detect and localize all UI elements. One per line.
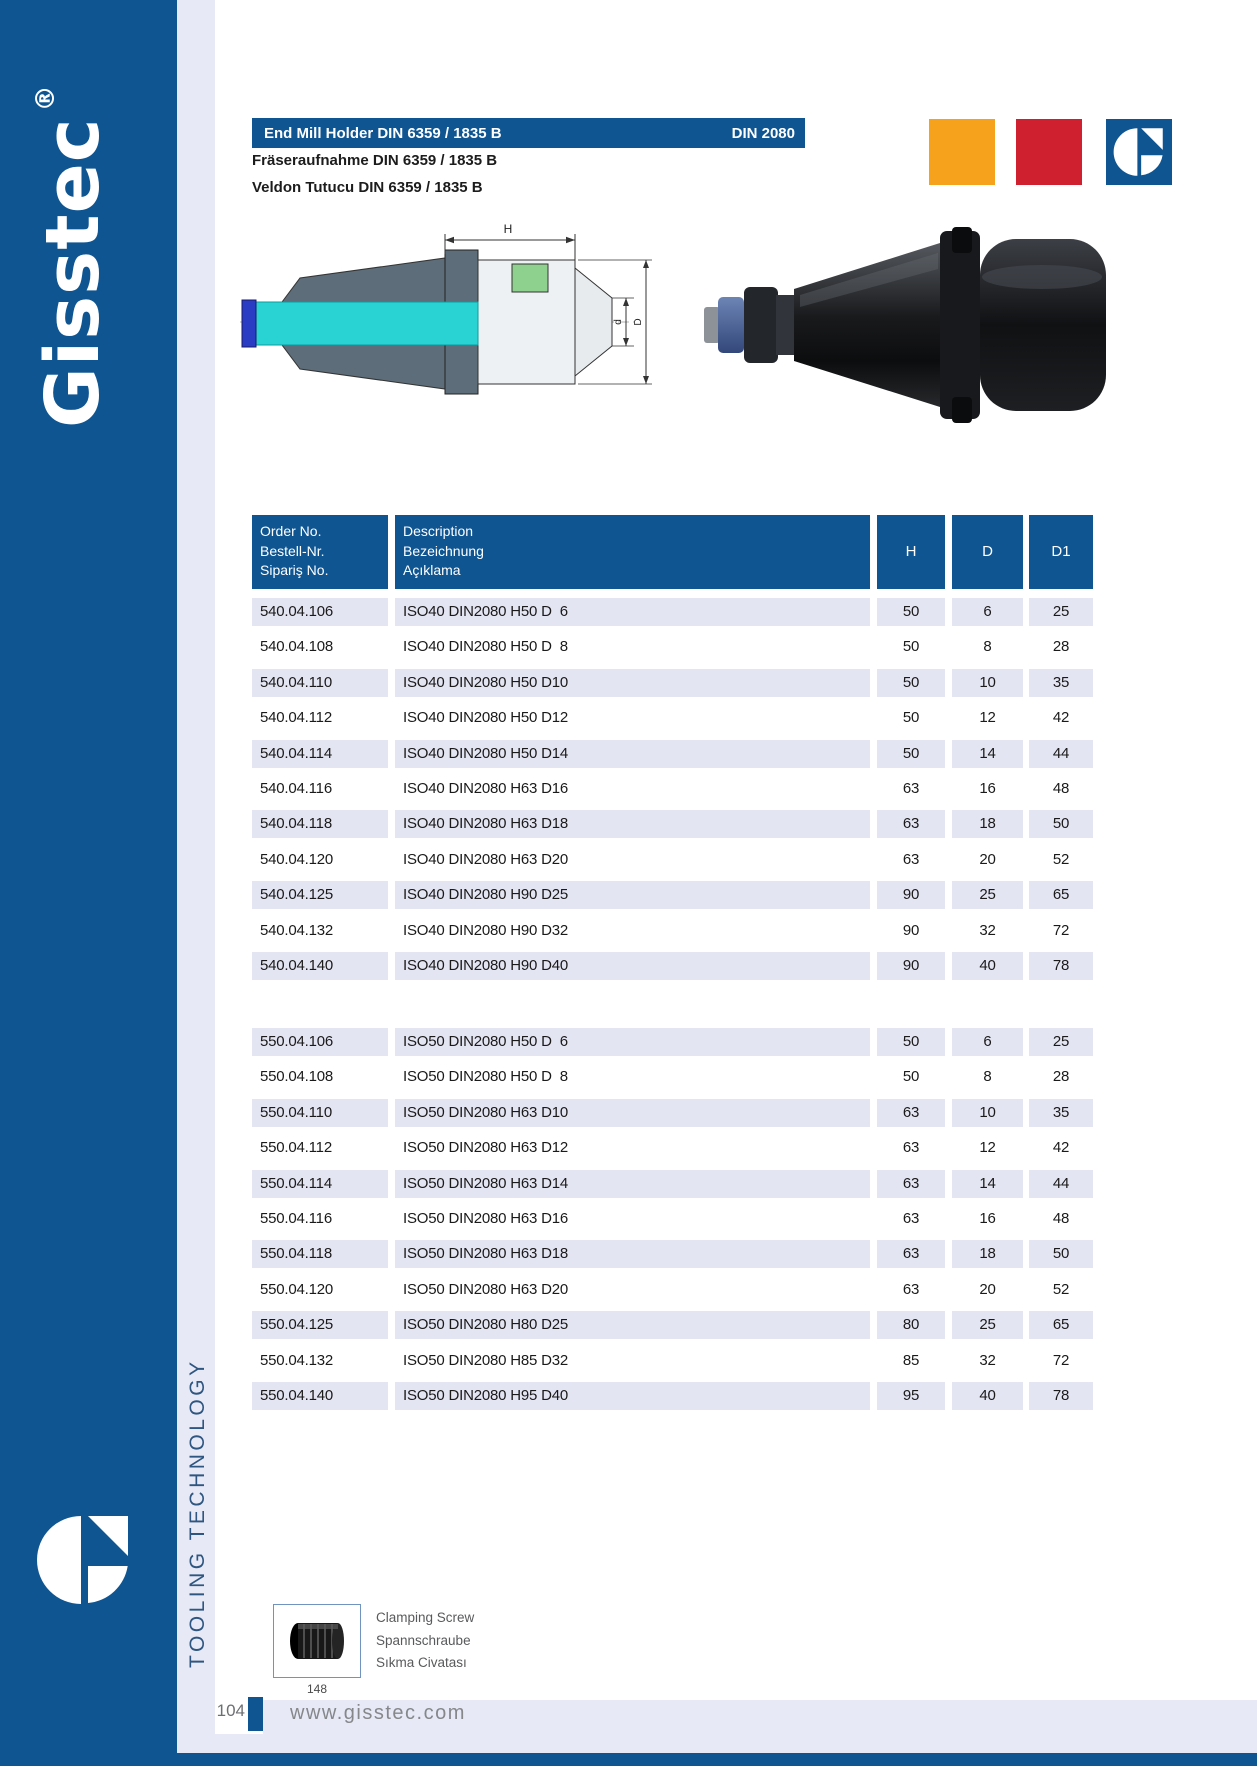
cell-order: 550.04.120 bbox=[260, 1280, 334, 1298]
cell-order: 540.04.140 bbox=[252, 952, 388, 980]
table-row bbox=[252, 1099, 1093, 1127]
cell-d1: 35 bbox=[1029, 1099, 1093, 1127]
table-row bbox=[252, 1311, 1093, 1339]
cell-d1: 50 bbox=[1029, 1240, 1093, 1268]
table-row bbox=[252, 669, 1093, 697]
din-standard-label: DIN 2080 bbox=[731, 124, 795, 142]
cell-d: 32 bbox=[979, 921, 996, 939]
cell-d: 10 bbox=[952, 1099, 1023, 1127]
header-d1: D1 bbox=[1029, 515, 1093, 589]
cell-desc: ISO50 DIN2080 H85 D32 bbox=[403, 1351, 569, 1369]
footer-square bbox=[248, 1697, 263, 1731]
header-h: H bbox=[877, 515, 945, 589]
page-title: End Mill Holder DIN 6359 / 1835 B bbox=[264, 124, 502, 142]
cell-d1: 25 bbox=[1029, 1028, 1093, 1056]
cell-h: 63 bbox=[877, 810, 945, 838]
cell-order: 550.04.112 bbox=[260, 1139, 332, 1157]
cell-d: 6 bbox=[952, 1028, 1023, 1056]
cell-desc: ISO40 DIN2080 H90 D25 bbox=[395, 881, 870, 909]
cell-d: 14 bbox=[952, 1170, 1023, 1198]
cell-order: 550.04.106 bbox=[252, 1028, 388, 1056]
cell-h: 80 bbox=[877, 1311, 945, 1339]
table-row bbox=[252, 1170, 1093, 1198]
cell-d: 8 bbox=[983, 1068, 992, 1086]
cell-h: 50 bbox=[877, 1028, 945, 1056]
table-row bbox=[252, 1063, 1093, 1091]
cell-d1: 42 bbox=[1052, 1139, 1070, 1157]
cell-desc: ISO50 DIN2080 H63 D14 bbox=[395, 1170, 870, 1198]
cell-order: 540.04.125 bbox=[252, 881, 388, 909]
cell-d1: 52 bbox=[1052, 1280, 1070, 1298]
sidebar bbox=[0, 0, 177, 1766]
table-row bbox=[252, 598, 1093, 626]
table-row bbox=[252, 704, 1093, 732]
cell-d1: 44 bbox=[1029, 740, 1093, 768]
cell-h: 63 bbox=[902, 1280, 920, 1298]
cell-d1: 25 bbox=[1029, 598, 1093, 626]
cell-desc: ISO50 DIN2080 H63 D16 bbox=[403, 1209, 569, 1227]
cell-order: 550.04.110 bbox=[252, 1099, 388, 1127]
table-row bbox=[252, 810, 1093, 838]
cell-d: 8 bbox=[983, 638, 992, 656]
cell-order: 550.04.116 bbox=[260, 1209, 332, 1227]
registered-mark: ® bbox=[31, 84, 61, 112]
dim-label-d-big: D bbox=[633, 318, 644, 326]
header-description: Description Bezeichnung Açıklama bbox=[395, 515, 870, 589]
cell-desc: ISO50 DIN2080 H63 D20 bbox=[403, 1280, 569, 1298]
cell-desc: ISO40 DIN2080 H50 D12 bbox=[403, 709, 569, 727]
orange-square bbox=[929, 119, 995, 185]
cell-desc: ISO50 DIN2080 H63 D10 bbox=[395, 1099, 870, 1127]
technical-drawing bbox=[240, 210, 660, 455]
cell-d: 20 bbox=[979, 1280, 996, 1298]
table-row bbox=[252, 775, 1093, 803]
table-row bbox=[252, 1205, 1093, 1233]
cell-d1: 35 bbox=[1029, 669, 1093, 697]
cell-d1: 28 bbox=[1052, 1068, 1070, 1086]
cell-d: 16 bbox=[979, 1209, 996, 1227]
cell-desc: ISO50 DIN2080 H95 D40 bbox=[395, 1382, 870, 1410]
cell-h: 63 bbox=[902, 779, 920, 797]
cell-h: 50 bbox=[877, 740, 945, 768]
cell-h: 63 bbox=[877, 1240, 945, 1268]
accessory-label-tr: Sıkma Civatası bbox=[376, 1655, 467, 1670]
cell-d: 18 bbox=[952, 810, 1023, 838]
cell-d1: 48 bbox=[1052, 1209, 1070, 1227]
cell-h: 50 bbox=[877, 669, 945, 697]
cell-d: 6 bbox=[952, 598, 1023, 626]
cell-h: 50 bbox=[877, 598, 945, 626]
cell-d: 40 bbox=[952, 1382, 1023, 1410]
cell-d: 12 bbox=[979, 1139, 996, 1157]
table-group-iso50 bbox=[252, 1028, 1093, 1417]
subtitle-german: Fräseraufnahme DIN 6359 / 1835 B bbox=[252, 152, 498, 169]
cell-d: 18 bbox=[952, 1240, 1023, 1268]
cell-desc: ISO50 DIN2080 H63 D12 bbox=[403, 1139, 569, 1157]
title-bar bbox=[252, 118, 805, 148]
cell-desc: ISO40 DIN2080 H50 D14 bbox=[395, 740, 870, 768]
clamping-screw-image-box bbox=[273, 1604, 361, 1678]
cell-order: 540.04.112 bbox=[260, 709, 332, 727]
cell-desc: ISO40 DIN2080 H90 D40 bbox=[395, 952, 870, 980]
cell-desc: ISO50 DIN2080 H50 D 6 bbox=[395, 1028, 870, 1056]
clamping-screw-icon bbox=[274, 1605, 360, 1677]
table-row bbox=[252, 1240, 1093, 1268]
gisstec-g-icon bbox=[34, 1510, 134, 1610]
cell-d1: 42 bbox=[1052, 709, 1070, 727]
cell-d1: 72 bbox=[1052, 921, 1070, 939]
cell-d1: 28 bbox=[1052, 638, 1070, 656]
cell-h: 90 bbox=[902, 921, 920, 939]
page-number: 104 bbox=[216, 1701, 245, 1720]
table-row bbox=[252, 1028, 1093, 1056]
cell-d1: 48 bbox=[1052, 779, 1070, 797]
cell-desc: ISO40 DIN2080 H50 D 6 bbox=[395, 598, 870, 626]
brand-name: Gisstec bbox=[30, 117, 116, 428]
cell-d: 10 bbox=[952, 669, 1023, 697]
cell-d: 25 bbox=[952, 1311, 1023, 1339]
cell-desc: ISO50 DIN2080 H80 D25 bbox=[395, 1311, 870, 1339]
table-row bbox=[252, 1276, 1093, 1304]
cell-h: 63 bbox=[877, 1099, 945, 1127]
subtitle-turkish: Veldon Tutucu DIN 6359 / 1835 B bbox=[252, 179, 483, 196]
logo-square bbox=[1106, 119, 1172, 185]
cell-desc: ISO40 DIN2080 H63 D16 bbox=[403, 779, 569, 797]
cell-order: 540.04.118 bbox=[252, 810, 388, 838]
cell-h: 50 bbox=[902, 1068, 920, 1086]
cell-d1: 65 bbox=[1029, 881, 1093, 909]
table-row bbox=[252, 917, 1093, 945]
cell-desc: ISO40 DIN2080 H90 D32 bbox=[403, 921, 569, 939]
header-order-no: Order No. Bestell-Nr. Sipariş No. bbox=[252, 515, 388, 589]
cell-h: 63 bbox=[902, 1209, 920, 1227]
accessory-label-en: Clamping Screw bbox=[376, 1610, 475, 1625]
table-row bbox=[252, 952, 1093, 980]
cell-h: 90 bbox=[877, 881, 945, 909]
cell-order: 540.04.114 bbox=[252, 740, 388, 768]
cell-order: 550.04.108 bbox=[260, 1068, 334, 1086]
table-row bbox=[252, 1382, 1093, 1410]
cell-desc: ISO50 DIN2080 H63 D18 bbox=[395, 1240, 870, 1268]
table-header bbox=[252, 515, 1093, 589]
cell-d: 12 bbox=[979, 709, 996, 727]
accessory-caption: 148 bbox=[306, 1682, 328, 1696]
cell-h: 95 bbox=[877, 1382, 945, 1410]
cell-order: 540.04.110 bbox=[252, 669, 388, 697]
accessory-label-de: Spannschraube bbox=[376, 1632, 471, 1648]
cell-order: 540.04.132 bbox=[260, 921, 334, 939]
accessory-labels bbox=[376, 1607, 474, 1675]
cell-d: 25 bbox=[952, 881, 1023, 909]
cell-d1: 50 bbox=[1029, 810, 1093, 838]
table-row bbox=[252, 1347, 1093, 1375]
cell-d1: 44 bbox=[1029, 1170, 1093, 1198]
cell-h: 50 bbox=[902, 638, 920, 656]
table-row bbox=[252, 633, 1093, 661]
cell-d: 14 bbox=[952, 740, 1023, 768]
cell-order: 540.04.116 bbox=[260, 779, 332, 797]
cell-desc: ISO40 DIN2080 H50 D 8 bbox=[403, 638, 568, 656]
website-text: www.gisstec.com bbox=[290, 1702, 466, 1724]
cell-h: 85 bbox=[902, 1351, 920, 1369]
cell-d1: 52 bbox=[1052, 850, 1070, 868]
cell-order: 550.04.125 bbox=[252, 1311, 388, 1339]
cell-d1: 72 bbox=[1052, 1351, 1070, 1369]
table-row bbox=[252, 1134, 1093, 1162]
cell-d: 32 bbox=[979, 1351, 996, 1369]
red-square bbox=[1016, 119, 1082, 185]
cell-d: 16 bbox=[979, 779, 996, 797]
cell-order: 550.04.114 bbox=[252, 1170, 388, 1198]
footer-blue-bar bbox=[177, 1753, 1257, 1766]
cell-desc: ISO50 DIN2080 H50 D 8 bbox=[403, 1068, 568, 1086]
cell-order: 540.04.106 bbox=[252, 598, 388, 626]
header-d: D bbox=[952, 515, 1023, 589]
table-row bbox=[252, 846, 1093, 874]
cell-h: 63 bbox=[877, 1170, 945, 1198]
tagline-vertical-text: TOOLING TECHNOLOGY bbox=[186, 1358, 209, 1668]
dim-label-h: H bbox=[503, 222, 513, 236]
cell-h: 63 bbox=[902, 1139, 920, 1157]
cell-d1: 65 bbox=[1029, 1311, 1093, 1339]
cell-d: 20 bbox=[979, 850, 996, 868]
cell-desc: ISO40 DIN2080 H63 D20 bbox=[403, 850, 569, 868]
product-photo bbox=[700, 225, 1110, 425]
table-group-iso40 bbox=[252, 598, 1093, 987]
table-row bbox=[252, 740, 1093, 768]
cell-h: 50 bbox=[902, 709, 920, 727]
cell-h: 90 bbox=[877, 952, 945, 980]
brand-logo-text bbox=[30, 68, 116, 428]
cell-order: 550.04.118 bbox=[252, 1240, 388, 1268]
cell-order: 540.04.120 bbox=[260, 850, 334, 868]
cell-order: 550.04.140 bbox=[252, 1382, 388, 1410]
cell-order: 550.04.132 bbox=[260, 1351, 334, 1369]
cell-d1: 78 bbox=[1029, 1382, 1093, 1410]
table-row bbox=[252, 881, 1093, 909]
cell-desc: ISO40 DIN2080 H50 D10 bbox=[395, 669, 870, 697]
cell-d1: 78 bbox=[1029, 952, 1093, 980]
gisstec-g-icon bbox=[1112, 125, 1166, 179]
dim-label-d-small: d bbox=[613, 319, 624, 325]
cell-h: 63 bbox=[902, 850, 920, 868]
cell-order: 540.04.108 bbox=[260, 638, 334, 656]
cell-d: 40 bbox=[952, 952, 1023, 980]
cell-desc: ISO40 DIN2080 H63 D18 bbox=[395, 810, 870, 838]
